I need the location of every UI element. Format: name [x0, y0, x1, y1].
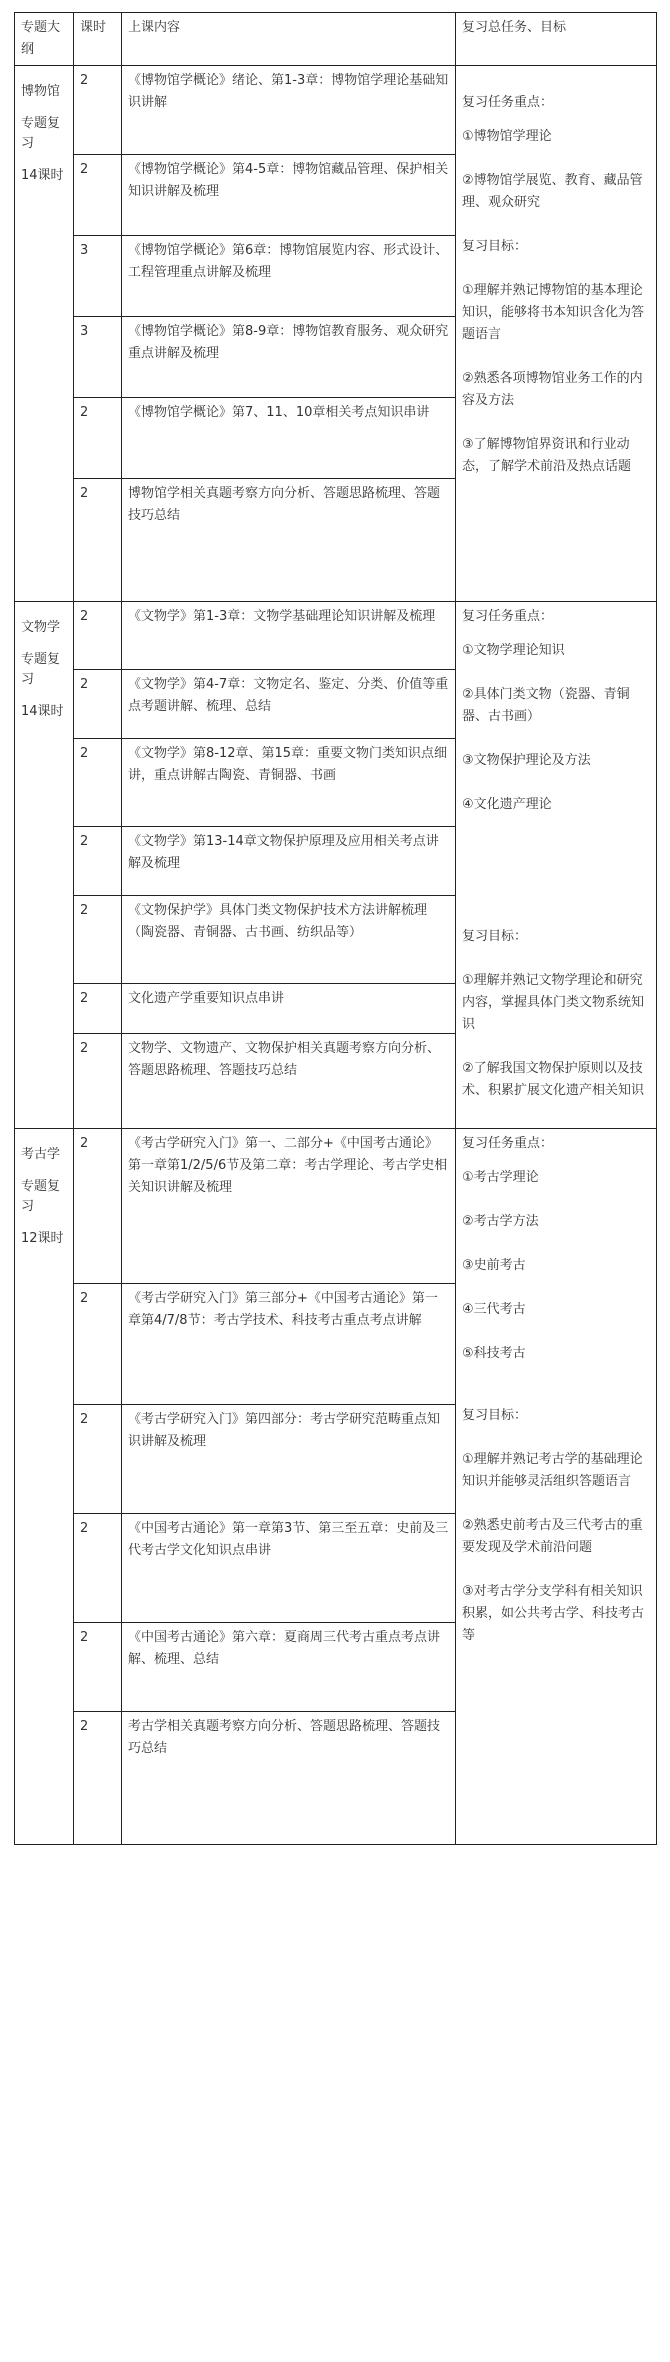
- task-item: ⑤科技考古: [462, 1346, 526, 1361]
- content-cell: 考古学相关真题考察方向分析、答题思路梳理、答题技巧总结: [122, 1712, 456, 1845]
- topic-cell: [15, 602, 74, 1129]
- target-heading: 复习目标：: [462, 239, 528, 254]
- header-row: [15, 13, 657, 66]
- goals-cell: [456, 602, 657, 1129]
- target-item: ①理解并熟记博物馆的基本理论知识，能够将书本知识含化为答题语言: [462, 283, 645, 342]
- topic-line: 博物馆: [21, 84, 61, 99]
- target-item: ①理解并熟记文物学理论和研究内容，掌握具体门类文物系统知识: [462, 973, 645, 1032]
- hours-cell: 2: [74, 670, 122, 738]
- topic-line: 14课时: [21, 168, 64, 183]
- task-item: ①博物馆学理论: [462, 129, 552, 144]
- task-item: ③文物保护理论及方法: [462, 753, 591, 768]
- hours-cell: 2: [74, 479, 122, 602]
- header-hours: 课时: [74, 13, 122, 66]
- goals-cell: [456, 1129, 657, 1845]
- syllabus-table: [14, 12, 657, 1845]
- task-item: ②博物馆学展览、教育、藏品管理、观众研究: [462, 173, 643, 210]
- header-goals: 复习总任务、目标: [456, 13, 657, 66]
- topic-cell: [15, 66, 74, 602]
- hours-cell: 3: [74, 236, 122, 317]
- table-row: [15, 66, 657, 155]
- task-item: ②考古学方法: [462, 1214, 539, 1229]
- target-item: ①理解并熟记考古学的基础理论知识并能够灵活组织答题语言: [462, 1452, 643, 1489]
- target-heading: 复习目标：: [462, 1408, 528, 1423]
- task-item: ④三代考古: [462, 1302, 526, 1317]
- topic-line: 12课时: [21, 1231, 64, 1246]
- target-heading: 复习目标：: [462, 929, 528, 944]
- topic-line: 专题复习: [21, 116, 61, 151]
- target-item: ②熟悉史前考古及三代考古的重要发现及学术前沿问题: [462, 1518, 643, 1555]
- task-heading: 复习任务重点：: [462, 1136, 554, 1151]
- content-cell: 《文物学》第4-7章：文物定名、鉴定、分类、价值等重点考题讲解、梳理、总结: [122, 670, 456, 738]
- hours-cell: 2: [74, 1623, 122, 1712]
- target-item: ③了解博物馆界资讯和行业动态，了解学术前沿及热点话题: [462, 437, 632, 474]
- content-cell: 《博物馆学概论》绪论、第1-3章：博物馆学理论基础知识讲解: [122, 66, 456, 155]
- content-cell: 《文物学》第13-14章文物保护原理及应用相关考点讲解及梳理: [122, 827, 456, 895]
- goals-cell: [456, 66, 657, 602]
- task-item: ①考古学理论: [462, 1170, 539, 1185]
- topic-line: 考古学: [21, 1147, 61, 1162]
- header-topic: 专题大纲: [15, 13, 74, 66]
- hours-cell: 2: [74, 1405, 122, 1514]
- content-cell: 《博物馆学概论》第8-9章：博物馆教育服务、观众研究重点讲解及梳理: [122, 317, 456, 398]
- topic-line: 文物学: [21, 620, 61, 635]
- target-item: ③对考古学分支学科有相关知识积累，如公共考古学、科技考古等: [462, 1584, 645, 1643]
- content-cell: 《考古学研究入门》第一、二部分+《中国考古通论》第一章第1/2/5/6节及第二章：考古学理论、考古学史相关知识讲解及梳理: [122, 1129, 456, 1284]
- content-cell: 博物馆学相关真题考察方向分析、答题思路梳理、答题技巧总结: [122, 479, 456, 602]
- hours-cell: 2: [74, 827, 122, 895]
- task-heading: 复习任务重点：: [462, 95, 554, 110]
- header-content: 上课内容: [122, 13, 456, 66]
- content-cell: 文物学、文物遗产、文物保护相关真题考察方向分析、答题思路梳理、答题技巧总结: [122, 1034, 456, 1129]
- hours-cell: 2: [74, 738, 122, 827]
- table-row: [15, 602, 657, 670]
- task-item: ④文化遗产理论: [462, 797, 552, 812]
- hours-cell: 2: [74, 66, 122, 155]
- hours-cell: 2: [74, 155, 122, 236]
- content-cell: 《考古学研究入门》第三部分+《中国考古通论》第一章第4/7/8节：考古学技术、科技考古重点考点讲解: [122, 1284, 456, 1405]
- content-cell: 《文物学》第1-3章：文物学基础理论知识讲解及梳理: [122, 602, 456, 670]
- content-cell: 《文物学》第8-12章、第15章：重要文物门类知识点细讲，重点讲解古陶瓷、青铜器、书画: [122, 738, 456, 827]
- hours-cell: 2: [74, 895, 122, 984]
- content-cell: 《中国考古通论》第六章：夏商周三代考古重点考点讲解、梳理、总结: [122, 1623, 456, 1712]
- target-item: ②熟悉各项博物馆业务工作的内容及方法: [462, 371, 643, 408]
- content-cell: 《博物馆学概论》第7、11、10章相关考点知识串讲: [122, 398, 456, 479]
- topic-line: 专题复习: [21, 652, 61, 687]
- hours-cell: 2: [74, 398, 122, 479]
- task-heading: 复习任务重点：: [462, 609, 554, 624]
- hours-cell: 2: [74, 1284, 122, 1405]
- content-cell: 《中国考古通论》第一章第3节、第三至五章：史前及三代考古学文化知识点串讲: [122, 1514, 456, 1623]
- hours-cell: 2: [74, 984, 122, 1034]
- content-cell: 《博物馆学概论》第6章：博物馆展览内容、形式设计、工程管理重点讲解及梳理: [122, 236, 456, 317]
- table-row: [15, 1129, 657, 1284]
- hours-cell: 2: [74, 1129, 122, 1284]
- content-cell: 文化遗产学重要知识点串讲: [122, 984, 456, 1034]
- task-item: ③史前考古: [462, 1258, 526, 1273]
- hours-cell: 2: [74, 1034, 122, 1129]
- task-item: ①文物学理论知识: [462, 643, 565, 658]
- content-cell: 《博物馆学概论》第4-5章：博物馆藏品管理、保护相关知识讲解及梳理: [122, 155, 456, 236]
- content-cell: 《文物保护学》具体门类文物保护技术方法讲解梳理（陶瓷器、青铜器、古书画、纺织品等）: [122, 895, 456, 984]
- target-item: ②了解我国文物保护原则以及技术、积累扩展文化遗产相关知识: [462, 1061, 645, 1098]
- topic-line: 专题复习: [21, 1179, 61, 1214]
- hours-cell: 2: [74, 1514, 122, 1623]
- hours-cell: 2: [74, 602, 122, 670]
- hours-cell: 3: [74, 317, 122, 398]
- content-cell: 《考古学研究入门》第四部分：考古学研究范畴重点知识讲解及梳理: [122, 1405, 456, 1514]
- topic-cell: [15, 1129, 74, 1845]
- task-item: ②具体门类文物（瓷器、青铜器、古书画）: [462, 687, 630, 724]
- hours-cell: 2: [74, 1712, 122, 1845]
- topic-line: 14课时: [21, 704, 64, 719]
